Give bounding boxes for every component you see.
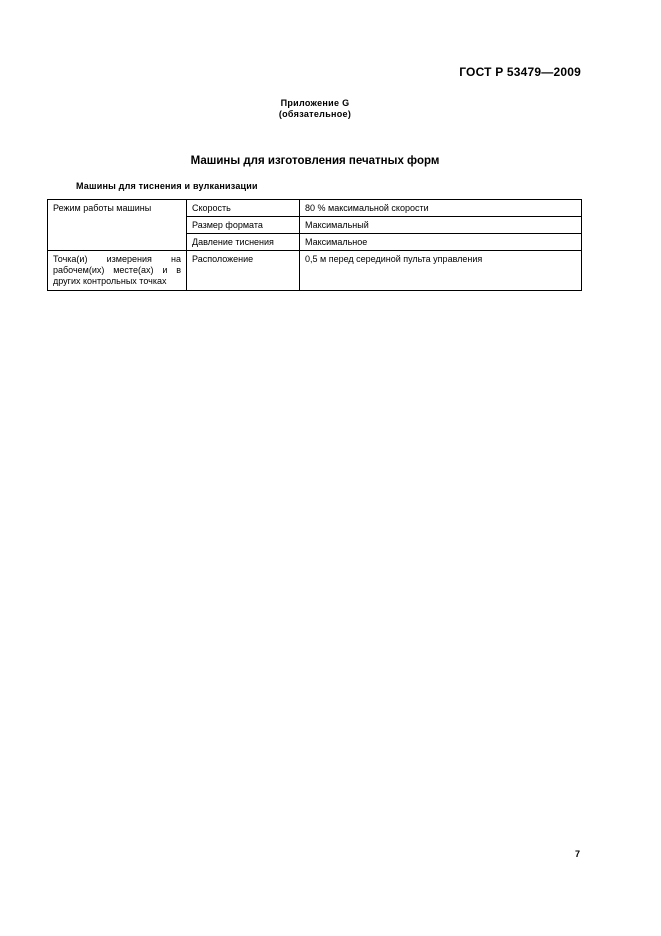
table-row — [48, 251, 582, 291]
parameters-table — [47, 199, 582, 291]
value-cell: Максимальное — [300, 234, 582, 251]
measurement-point-cell: Точка(и) измерения на рабочем(их) месте(ах) и в других контрольных точках — [48, 251, 187, 291]
value-cell: 80 % максимальной скорости — [300, 200, 582, 217]
param-cell: Размер формата — [187, 217, 300, 234]
page-number: 7 — [575, 849, 581, 859]
section-subtitle: Машины для тиснения и вулканизации — [76, 181, 258, 191]
table-row — [48, 200, 582, 217]
param-cell: Расположение — [187, 251, 300, 291]
appendix-heading — [0, 98, 630, 120]
mode-group-cell: Режим работы машины — [48, 200, 187, 251]
document-code: ГОСТ Р 53479—2009 — [459, 65, 581, 79]
value-cell: Максимальный — [300, 217, 582, 234]
appendix-title: Приложение G — [280, 98, 350, 108]
appendix-status: (обязательное) — [278, 109, 352, 119]
param-cell: Скорость — [187, 200, 300, 217]
param-cell: Давление тиснения — [187, 234, 300, 251]
value-cell: 0,5 м перед серединой пульта управления — [300, 251, 582, 291]
section-title: Машины для изготовления печатных форм — [190, 155, 440, 167]
